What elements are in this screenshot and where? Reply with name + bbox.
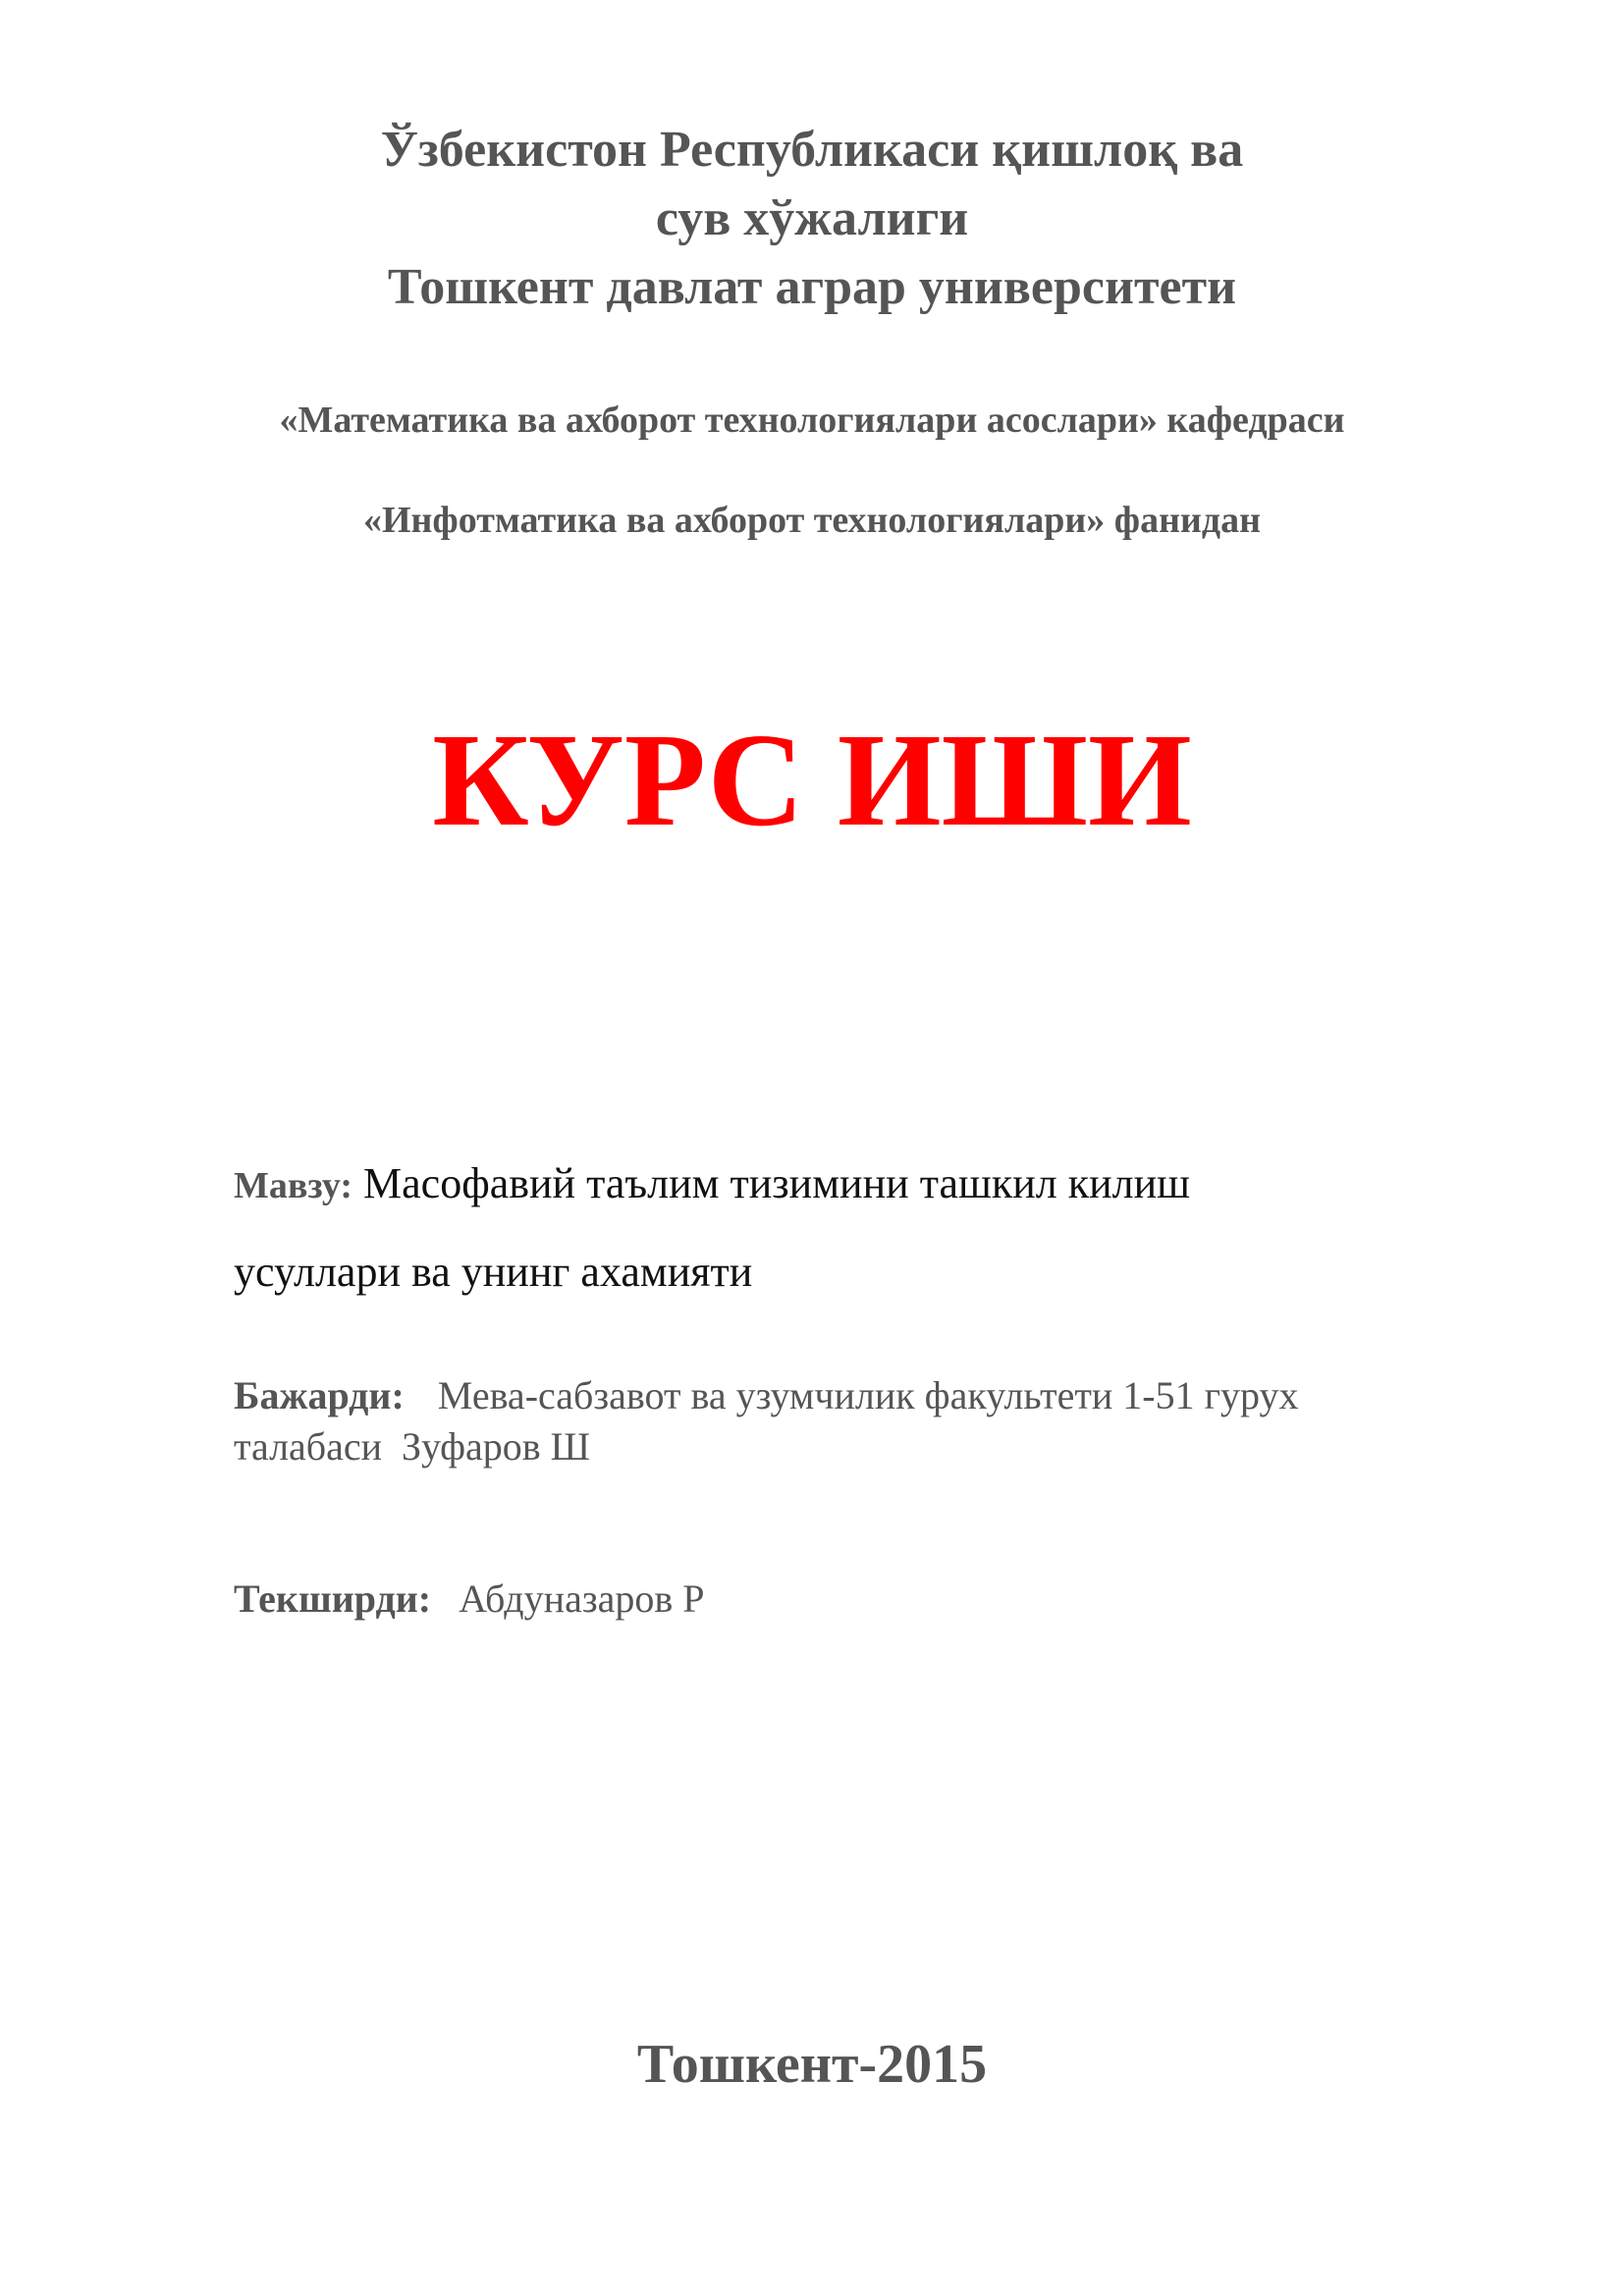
header-line-university: Тошкент давлат аграр университети <box>387 259 1237 315</box>
subject-line: «Инфотматика ва ахборот технологиялари» фанидан <box>362 500 1262 541</box>
checked-value: Абдуназаров Р <box>459 1576 705 1621</box>
topic-block <box>234 1141 1510 1315</box>
document-title: КУРС ИШИ <box>432 707 1192 854</box>
checked-block <box>234 1574 1510 1625</box>
topic-text-2: усуллари ва унинг ахамияти <box>234 1248 753 1296</box>
performed-text-2: талабаси Зуфаров Ш <box>234 1424 591 1468</box>
topic-label: Мавзу: <box>234 1165 353 1206</box>
checked-label: Текширди: <box>234 1576 432 1621</box>
topic-line-1 <box>234 1141 1510 1229</box>
city-year: Тошкент-2015 <box>636 2034 988 2095</box>
performed-line-1 <box>234 1370 1510 1421</box>
header-line-ministry-cont: сув хўжалиги <box>655 190 969 246</box>
department-line: «Математика ва ахборот технологиялари асослари» кафедраси <box>279 400 1345 441</box>
institution-header <box>0 116 1624 322</box>
performed-text-1: Мева-сабзавот ва узумчилик факультети 1-51 гурух <box>437 1373 1299 1417</box>
performed-label: Бажарди: <box>234 1373 405 1417</box>
header-line-ministry: Ўзбекистон Республикаси қишлоқ ва <box>380 122 1244 178</box>
topic-text-1: Масофавий таълим тизимини ташкил килиш <box>363 1159 1191 1207</box>
performed-block <box>234 1370 1510 1472</box>
